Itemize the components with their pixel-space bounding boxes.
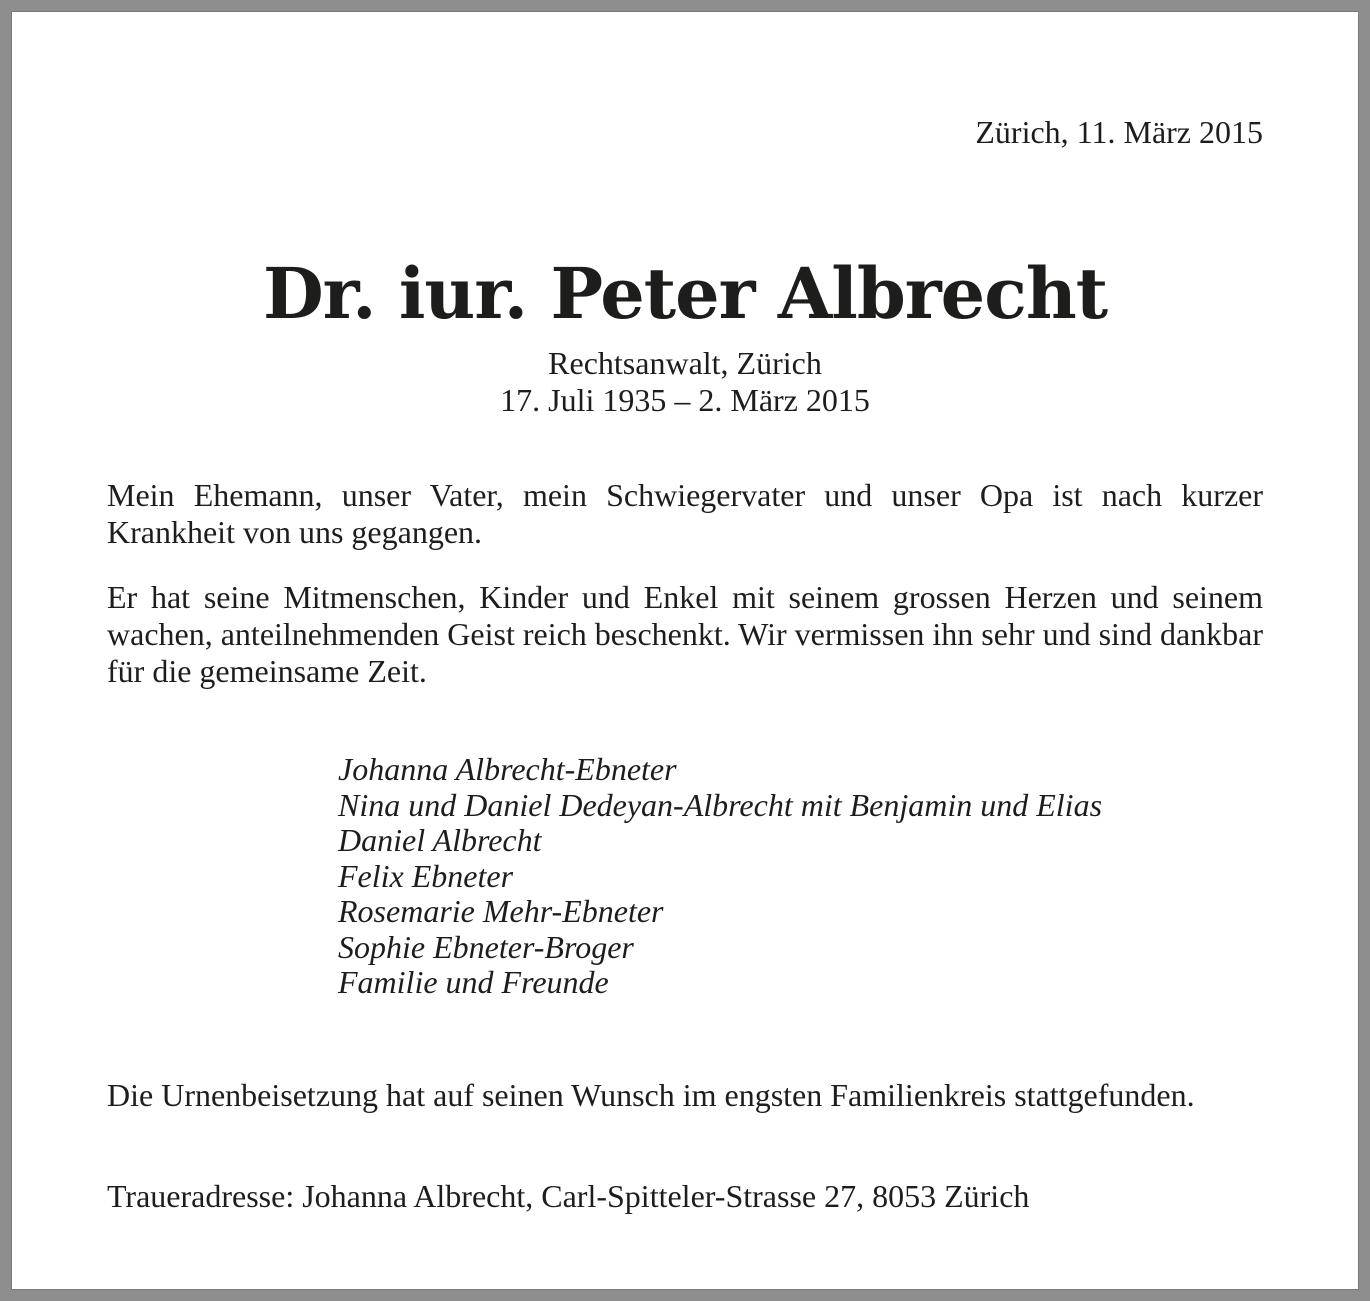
paragraph-burial: Die Urnenbeisetzung hat auf seinen Wunsch im engsten Familienkreis stattgefunden. [107, 1077, 1195, 1113]
mourner-name: Familie und Freunde [338, 964, 609, 1000]
mourners-list [338, 752, 1102, 1001]
paragraph-announcement: Mein Ehemann, unser Vater, mein Schwiegervater und unser Opa ist nach kurzer Krankheit von uns gegangen. [107, 477, 1263, 550]
place-date: Zürich, 11. März 2015 [975, 114, 1263, 150]
mourner-name: Nina und Daniel Dedeyan-Albrecht mit Benjamin und Elias [338, 786, 1103, 823]
mourner-name: Johanna Albrecht-Ebneter [338, 751, 677, 787]
obituary-page [12, 12, 1358, 1289]
mourning-address: Traueradresse: Johanna Albrecht, Carl-Spitteler-Strasse 27, 8053 Zürich [107, 1178, 1030, 1214]
deceased-profession: Rechtsanwalt, Zürich [548, 345, 822, 381]
mourner-name: Rosemarie Mehr-Ebneter [338, 893, 664, 929]
mourner-name: Daniel Albrecht [338, 822, 542, 858]
mourner-name: Felix Ebneter [338, 857, 514, 894]
mourner-name: Sophie Ebneter-Broger [338, 928, 634, 965]
deceased-name: Dr. iur. Peter Albrecht [262, 252, 1108, 335]
paragraph-tribute: Er hat seine Mitmenschen, Kinder und Enkel mit seinem grossen Herzen und seinem wachen, anteilnehmenden Geist reich beschenkt. Wir vermissen ihn sehr und sind dankbar für die gemeinsame Zeit. [107, 579, 1263, 689]
deceased-lifespan: 17. Juli 1935 – 2. März 2015 [500, 382, 870, 418]
